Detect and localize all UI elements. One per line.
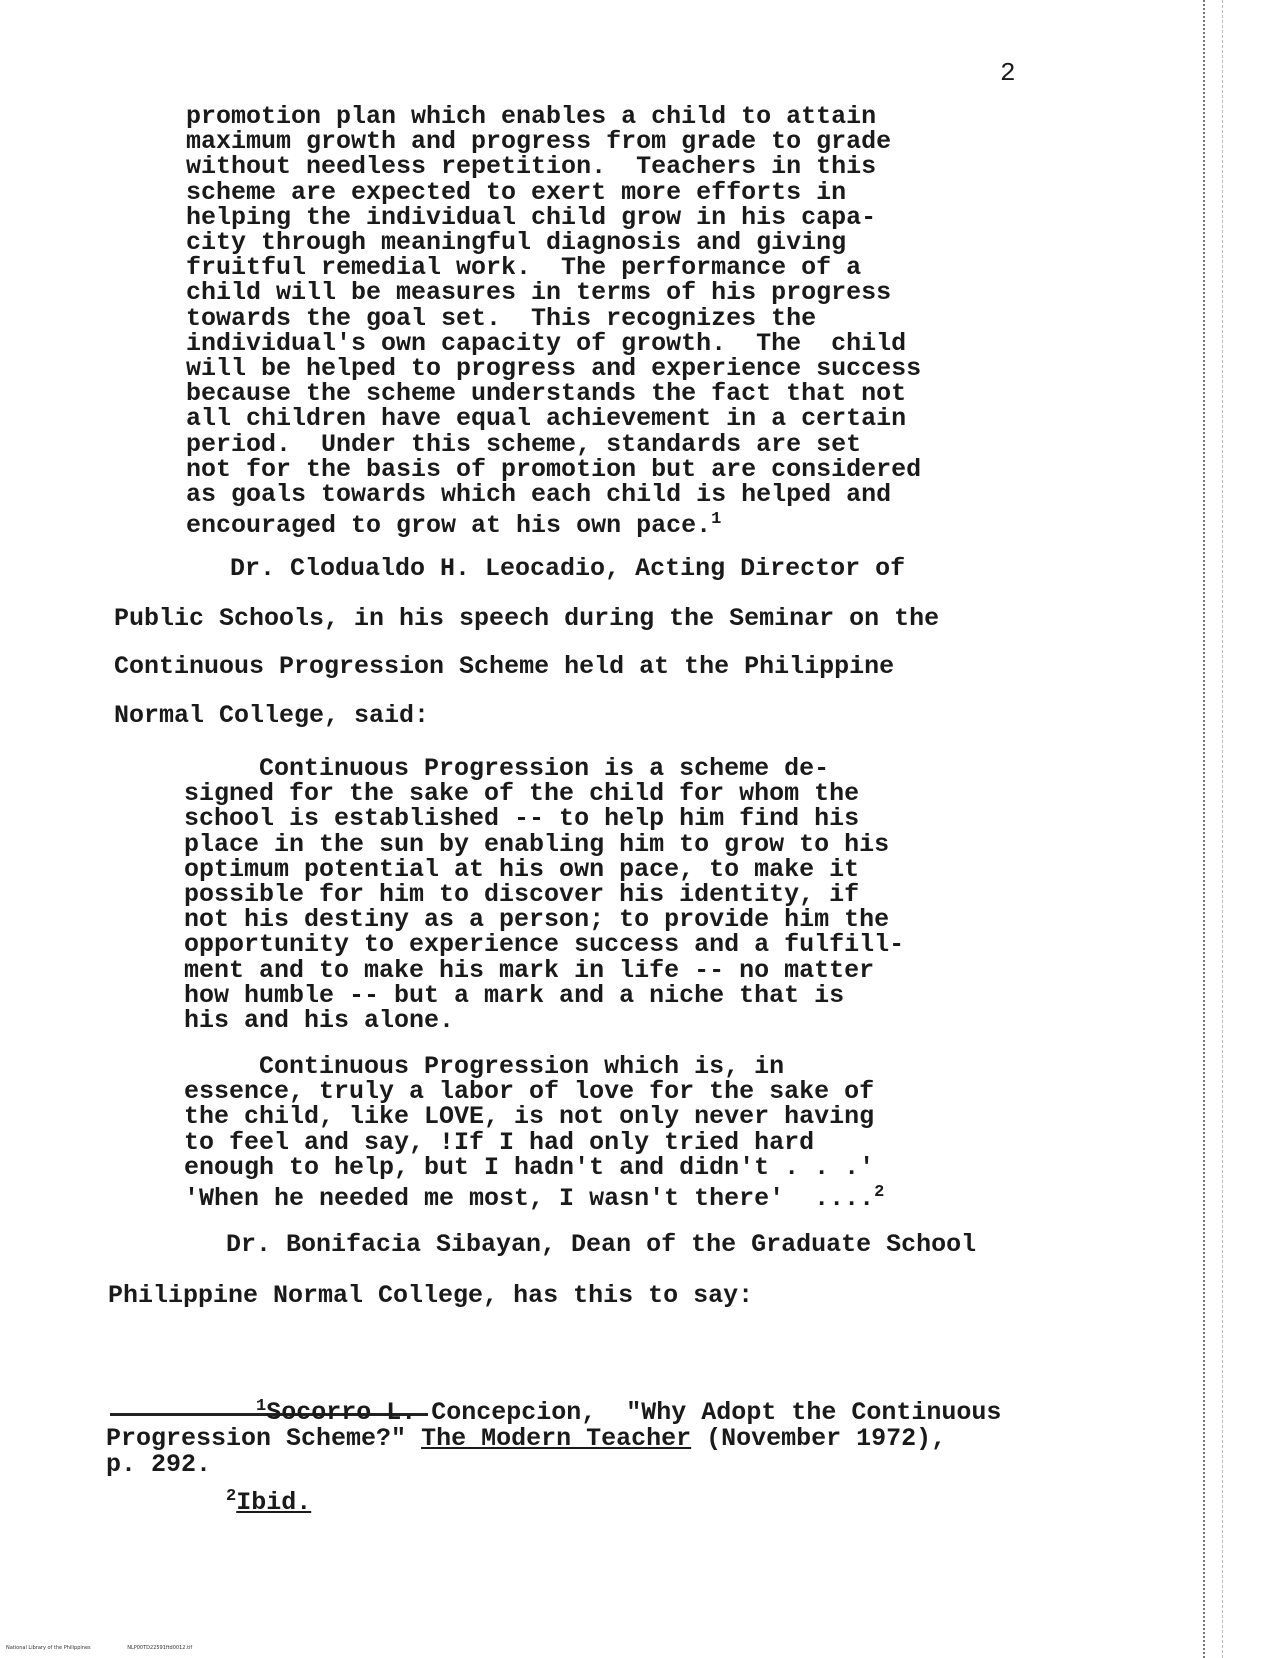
footnote-1-line2a: Progression Scheme?": [106, 1424, 422, 1453]
credit-library: National Library of the Philippines: [6, 1645, 91, 1651]
quote-line: period. Under this scheme, standards are set: [186, 429, 862, 459]
block-quote-concepcion: [186, 102, 922, 541]
quote-line: not his destiny as a person; to provide him the: [184, 905, 890, 935]
footnote-1-line3: p. 292.: [106, 1450, 212, 1479]
quote-line-last: [186, 507, 921, 541]
para1-line-3: Continuous Progression Scheme held at the Philippine: [114, 652, 895, 681]
footnote-2-marker: 2: [226, 1487, 237, 1506]
quote-line-last: [184, 1180, 885, 1214]
quote-line: fruitful remedial work. The performance of a: [186, 253, 862, 283]
quote-line: because the scheme understands the fact that not: [186, 379, 907, 409]
quote-last-text: 'When he needed me most, I wasn't there' ....: [184, 1184, 875, 1214]
footnote-ref-1: 1: [711, 510, 722, 530]
quote-line: not for the basis of promotion but are considered: [186, 454, 922, 484]
quote-line: all children have equal achievement in a certain: [186, 404, 907, 434]
quote-line: essence, truly a labor of love for the sake of: [184, 1077, 875, 1107]
para2-line-2: Philippine Normal College, has this to say:: [108, 1281, 754, 1310]
footnote-2-text: Ibid.: [236, 1488, 312, 1517]
quote-line: maximum growth and progress from grade to grade: [186, 127, 892, 157]
footnote-ref-2: 2: [874, 1183, 885, 1203]
quote-line: signed for the sake of the child for whom the: [184, 779, 860, 809]
para2-line-1: Dr. Bonifacia Sibayan, Dean of the Graduate School: [226, 1230, 977, 1259]
quote-line: ment and to make his mark in life -- no matter: [184, 955, 875, 985]
quote-line: will be helped to progress and experience success: [186, 354, 922, 384]
quote-line: as goals towards which each child is helped and: [186, 480, 892, 510]
quote-line: his and his alone.: [184, 1006, 455, 1036]
quote-line: promotion plan which enables a child to attain: [186, 102, 877, 131]
quote-line: helping the individual child grow in his capa-: [186, 202, 877, 232]
quote-line: opportunity to experience success and a fulfill-: [184, 930, 905, 960]
page-number: 2: [1000, 58, 1016, 88]
scan-credit: [6, 1645, 192, 1651]
quote-line: possible for him to discover his identity, if: [184, 880, 860, 910]
quote-line: enough to help, but I hadn't and didn't . . .': [184, 1152, 875, 1182]
quote-line: how humble -- but a mark and a niche that is: [184, 980, 845, 1010]
quote-line: scheme are expected to exert more efforts in: [186, 177, 847, 207]
quote-line: the child, like LOVE, is not only never having: [184, 1102, 875, 1132]
footnote-1-line1: Socorro L. Concepcion, "Why Adopt the Continuous: [266, 1398, 1002, 1427]
footnote-1-journal-title: The Modern Teacher: [421, 1424, 692, 1453]
footnote-1: [106, 1394, 1001, 1478]
para1-line-2: Public Schools, in his speech during the Seminar on the: [114, 604, 940, 633]
quote-line: towards the goal set. This recognizes the: [186, 303, 817, 333]
quote-line: place in the sun by enabling him to grow to his: [184, 829, 890, 859]
block-quote-leocadio-1: [184, 754, 905, 1036]
quote-line: city through meaningful diagnosis and giving: [186, 228, 847, 258]
scan-edge-mark: [1201, 0, 1205, 1658]
quote-line: child will be measures in terms of his progress: [186, 278, 892, 308]
credit-file-id: NLP00TD22591ftd0012.tif: [127, 1645, 193, 1651]
quote-line: individual's own capacity of growth. The child: [186, 328, 907, 358]
footnote-2: [226, 1484, 311, 1516]
para1-line-4: Normal College, said:: [114, 701, 430, 730]
footnote-1-line2b: (November 1972),: [691, 1424, 947, 1453]
para1-line-1: Dr. Clodualdo H. Leocadio, Acting Director of: [230, 554, 906, 583]
quote-line: school is established -- to help him find his: [184, 804, 860, 834]
quote-last-text: encouraged to grow at his own pace.: [186, 511, 712, 541]
quote-line: Continuous Progression which is, in: [184, 1052, 785, 1081]
quote-line: Continuous Progression is a scheme de-: [184, 754, 830, 783]
block-quote-leocadio-2: [184, 1052, 885, 1214]
quote-line: without needless repetition. Teachers in this: [186, 152, 877, 182]
scan-edge-mark-faint: [1220, 0, 1223, 1658]
quote-line: optimum potential at his own pace, to make it: [184, 854, 860, 884]
quote-line: to feel and say, !If I had only tried hard: [184, 1127, 815, 1157]
footnote-1-marker: 1: [256, 1397, 267, 1416]
